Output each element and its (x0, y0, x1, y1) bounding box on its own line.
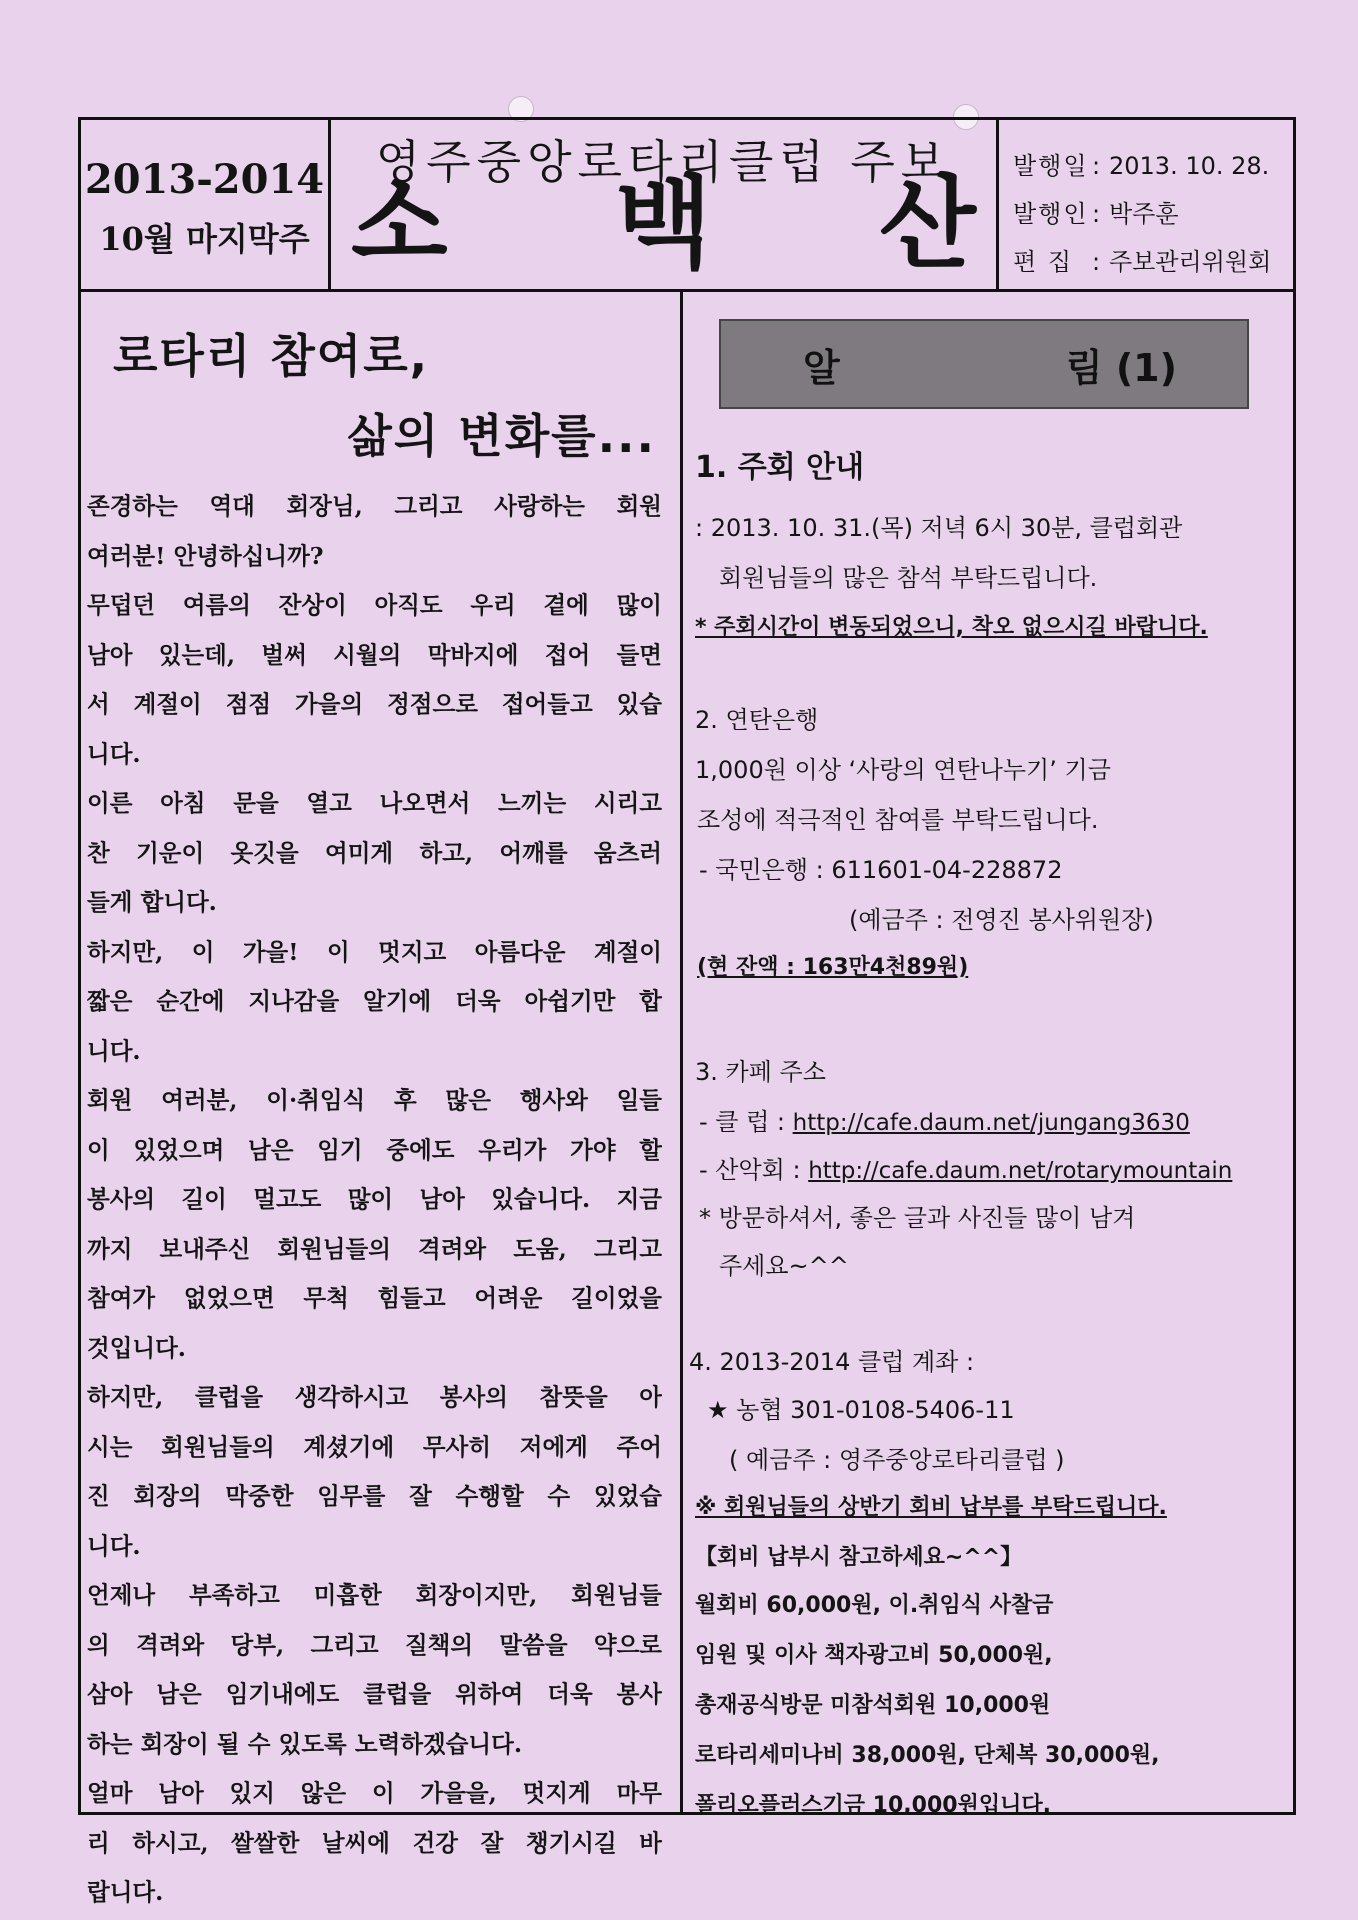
letter-line: 니다. (87, 1531, 141, 1560)
fee-line: 임원 및 이사 책자광고비 50,000원, (695, 1643, 1053, 1668)
cafe-mountain-label: - 산악회 : (699, 1156, 809, 1184)
letter-line: 회원 여러분, 이·취임식 후 많은 행사와 일들 (87, 1086, 662, 1114)
account-number: ★ 농협 301-0108-5406-11 (707, 1396, 1015, 1424)
notices-column (683, 292, 1293, 1818)
notice-banner (719, 319, 1249, 409)
bank-line2: 조성에 적극적인 참여를 부탁드립니다. (697, 806, 1099, 834)
letter-line: 까지 보내주신 회원님들의 격려와 도움, 그리고 (87, 1234, 662, 1263)
letter-line: 서 계절이 점점 가을의 정점으로 접어들고 있습 (87, 690, 662, 718)
letter-line: 랍니다. (87, 1878, 164, 1906)
publish-date-row (1013, 146, 1269, 181)
letter-line: 하지만, 클럽을 생각하시고 봉사의 참뜻을 아 (87, 1383, 662, 1411)
colon: : (1091, 248, 1101, 276)
letter-line: 시는 회원님들의 계셨기에 무사히 저에게 주어 (87, 1432, 662, 1461)
meeting-request: 회원님들의 많은 참석 부탁드립니다. (719, 564, 1098, 592)
bank-line1: 1,000원 이상 ‘사랑의 연탄나누기’ 기금 (695, 756, 1111, 784)
letter-line: 언제나 부족하고 미흡한 회장이지만, 회원님들 (87, 1581, 662, 1609)
meeting-time: : 2013. 10. 31.(목) 저녁 6시 30분, 클럽회관 (695, 514, 1183, 542)
masthead (81, 120, 1293, 292)
letter-line: 들게 합니다. (87, 888, 217, 916)
title-char: 백 (615, 165, 712, 282)
fee-line: 월회비 60,000원, 이.취임식 사찰금 (695, 1593, 1054, 1618)
letter-line: 하는 회장이 될 수 있도록 노력하겠습니다. (87, 1729, 523, 1758)
account-holder: ( 예금주 : 영주중앙로타리클럽 ) (729, 1446, 1065, 1474)
issue-box (81, 120, 331, 289)
title-char: 산 (879, 165, 976, 282)
colon: : (1091, 200, 1101, 228)
letter-line: 얼마 남아 있지 않은 이 가을을, 멋지게 마무 (87, 1779, 662, 1807)
cafe-heading: 3. 카페 주소 (695, 1058, 826, 1086)
letter-line: 남아 있는데, 벌써 시월의 막바지에 접어 들면 (87, 640, 662, 669)
cafe-mountain-link[interactable]: http://cafe.daum.net/rotarymountain (808, 1158, 1233, 1184)
publisher-row (1013, 194, 1179, 229)
letter-line: 참여가 없었으면 무척 힘들고 어려운 길이었을 (87, 1284, 662, 1312)
letter-line: 니다. (87, 1036, 141, 1065)
account-heading: 4. 2013-2014 클럽 계좌 : (689, 1348, 975, 1376)
letter-line: 봉사의 길이 멀고도 많이 남아 있습니다. 지금 (87, 1185, 662, 1213)
bank-balance: (현 잔액 : 163만4천89원) (697, 955, 969, 980)
club-name: 영주중앙로타리클럽 주보 (375, 135, 952, 189)
meeting-note: * 주회시간이 변동되었으니, 착오 없으시길 바랍니다. (695, 615, 1208, 640)
bulletin-title (351, 165, 976, 282)
meeting-heading: 1. 주회 안내 (695, 450, 865, 485)
cafe-club-link[interactable]: http://cafe.daum.net/jungang3630 (792, 1110, 1190, 1136)
cafe-mountain-row (699, 1150, 1232, 1185)
issue-week: 10월 마지막주 (99, 220, 310, 258)
publisher-value: 박주훈 (1109, 200, 1179, 228)
notice-title-right: 림 (1) (1065, 345, 1177, 390)
publish-date-label: 발행일 (1013, 152, 1089, 180)
letter-line: 짧은 순간에 지나감을 알기에 더욱 아쉽기만 합 (87, 987, 662, 1015)
bank-heading: 2. 연탄은행 (695, 706, 819, 734)
letter-line: 이 있었으며 남은 임기 중에도 우리가 가야 할 (87, 1135, 662, 1164)
letter-line: 무덥던 여름의 잔상이 아직도 우리 곁에 많이 (87, 591, 662, 619)
headline-line1: 로타리 참여로, (113, 329, 430, 383)
colon: : (1091, 152, 1101, 180)
letter-line: 삼아 남은 임기내에도 클럽을 위하여 더욱 봉사 (87, 1680, 662, 1708)
letter-line: 의 격려와 당부, 그리고 질책의 말씀을 약으로 (87, 1630, 662, 1659)
presidents-letter (81, 292, 680, 1906)
letter-line: 하지만, 이 가을! 이 멋지고 아름다운 계절이 (87, 937, 662, 966)
bank-holder: (예금주 : 전영진 봉사위원장) (849, 906, 1154, 934)
title-char: 소 (351, 165, 448, 282)
fee-line: 총재공식방문 미참석회원 10,000원 (695, 1693, 1051, 1718)
cafe-club-label: - 클 럽 : (699, 1108, 793, 1136)
headline-line2: 삶의 변화를... (347, 409, 656, 463)
letter-line: 찬 기운이 옷깃을 여미게 하고, 어깨를 움츠러 (87, 838, 662, 867)
letter-line: 진 회장의 막중한 임무를 잘 수행할 수 있었습 (87, 1482, 662, 1510)
editor-value: 주보관리위원회 (1109, 248, 1272, 276)
publication-info (999, 120, 1293, 289)
bank-account: - 국민은행 : 611601-04-228872 (699, 856, 1063, 884)
bulletin-frame (78, 117, 1296, 1906)
cafe-club-row (699, 1102, 1190, 1137)
publish-date-value: 2013. 10. 28. (1109, 152, 1270, 180)
cafe-note1: * 방문하셔서, 좋은 글과 사진들 많이 남겨 (699, 1204, 1136, 1232)
letter-line: 리 하시고, 쌀쌀한 날씨에 건강 잘 챙기시길 바 (87, 1828, 662, 1857)
fee-line: 로타리세미나비 38,000원, 단체복 30,000원, (695, 1743, 1160, 1768)
title-box (331, 120, 999, 289)
letter-line: 니다. (87, 739, 141, 768)
fee-request: ※ 회원님들의 상반기 회비 납부를 부탁드립니다. (695, 1495, 1167, 1520)
letter-line: 존경하는 역대 회장님, 그리고 사랑하는 회원 (87, 492, 662, 520)
editor-row (1013, 242, 1271, 277)
letter-line: 이른 아침 문을 열고 나오면서 느끼는 시리고 (87, 789, 662, 817)
letter-body (81, 482, 662, 1918)
fee-title: 【회비 납부시 참고하세요~^^】 (695, 1545, 1023, 1570)
letter-line: 것입니다. (87, 1333, 186, 1362)
cafe-note2: 주세요~^^ (719, 1252, 849, 1280)
notice-title-left: 알 (803, 345, 840, 390)
fee-line: 폴리오플러스기금 10,000원입니다. (695, 1793, 1051, 1818)
editor-label: 편 집 (1013, 248, 1073, 276)
issue-years: 2013-2014 (84, 156, 325, 203)
letter-line: 여러분! 안녕하십니까? (87, 541, 324, 570)
publisher-label: 발행인 (1013, 200, 1089, 228)
